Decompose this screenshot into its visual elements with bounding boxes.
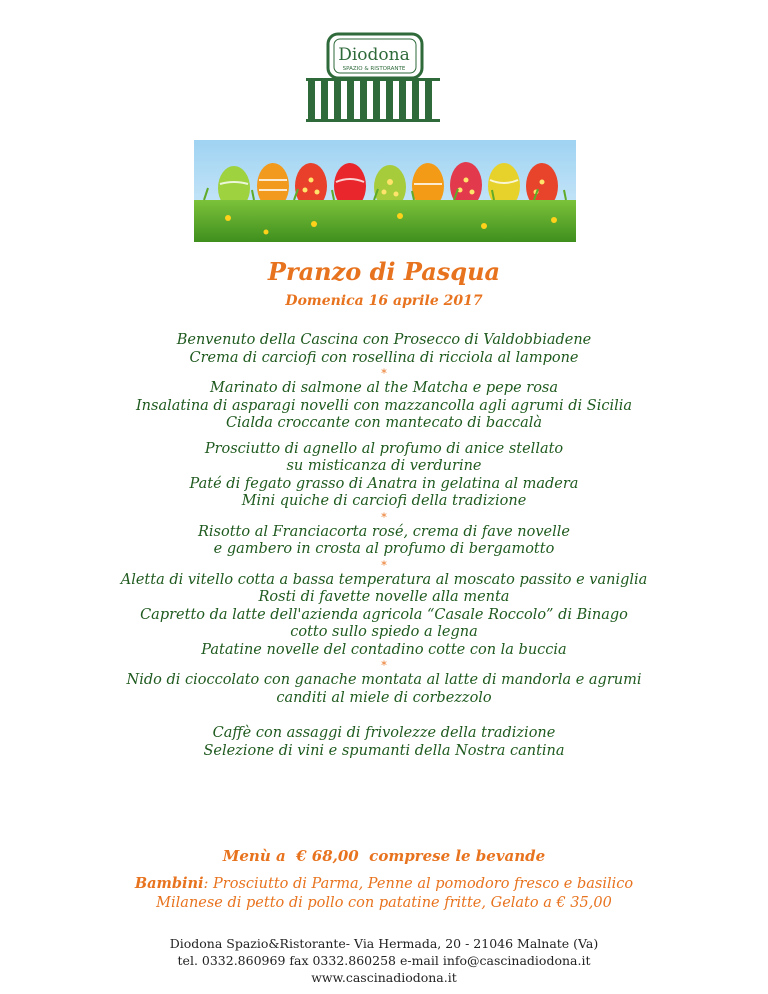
menu-item: Paté di fegato grasso di Anatra in gelatina al madera	[189, 475, 579, 492]
separator-asterisk: *	[381, 659, 387, 672]
footer	[0, 935, 768, 986]
separator-asterisk: *	[381, 510, 387, 524]
menu-item: cotto sullo spiedo a legna	[290, 624, 478, 640]
menu-section-antipasti	[0, 380, 768, 433]
footer-website[interactable]: www.cascinadiodona.it	[311, 970, 457, 985]
spacer	[0, 433, 768, 441]
menu-item: Aletta di vitello cotta a bassa temperatura al moscato passito e vaniglia	[120, 571, 648, 588]
kids-menu	[0, 874, 768, 913]
menu-item: Crema di carciofi con rosellina di ricciola al lampone	[189, 349, 579, 366]
footer-contacts: tel. 0332.860969 fax 0332.860258 e-mail info@cascinadiodona.it	[177, 953, 591, 968]
menu-section-coffee	[0, 725, 768, 760]
kids-label: Bambini	[134, 875, 204, 892]
menu-section-antipasti-2	[0, 441, 768, 511]
menu-item: Insalatina di asparagi novelli con mazzancolla agli agrumi di Sicilia	[135, 397, 633, 414]
menu-item: Marinato di salmone al the Matcha e pepe rosa	[209, 380, 559, 396]
menu-item: su misticanza di verdurine	[286, 458, 482, 474]
footer-address: Diodona Spazio&Ristorante- Via Hermada, 20 - 21046 Malnate (Va)	[169, 936, 599, 951]
menu-section-welcome	[0, 332, 768, 367]
logo-name: Diodona	[338, 45, 410, 65]
diodona-logo	[306, 28, 440, 124]
kids-menu-text: : Prosciutto di Parma, Penne al pomodoro fresco e basilico	[203, 876, 634, 892]
menu-item: Cialda croccante con mantecato di baccalà	[225, 415, 543, 431]
kids-menu-line-2: Milanese di petto di pollo con patatine fritte, Gelato a € 35,00	[156, 895, 612, 911]
separator-asterisk: *	[381, 367, 387, 380]
menu-item: Nido di cioccolato con ganache montata al latte di mandorla e agrumi	[126, 672, 642, 688]
menu-item: Selezione di vini e spumanti della Nostra cantina	[203, 742, 565, 759]
menu-section-primo	[0, 524, 768, 559]
separator-asterisk: *	[381, 558, 387, 572]
kids-menu-line-1	[0, 874, 768, 894]
menu-price: Menù a € 68,00 comprese le bevande	[222, 847, 546, 865]
menu-item: Mini quiche di carciofi della tradizione	[241, 493, 527, 509]
menu-item: Risotto al Franciacorta rosé, crema di fave novelle	[197, 523, 570, 540]
menu-item: Patatine novelle del contadino cotte con la buccia	[201, 641, 567, 658]
event-date: Domenica 16 aprile 2017	[285, 293, 483, 309]
menu-item: Benvenuto della Cascina con Prosecco di Valdobbiadene	[176, 332, 592, 348]
menu-item: Caffè con assaggi di frivolezze della tradizione	[212, 725, 556, 741]
menu-item: Prosciutto di agnello al profumo di anice stellato	[204, 440, 564, 457]
page-title: Pranzo di Pasqua	[267, 257, 501, 286]
easter-eggs-image	[194, 140, 576, 242]
logo-tagline: SPAZIO & RISTORANTE	[342, 66, 406, 72]
menu-item: Capretto da latte dell'azienda agricola “Casale Roccolo” di Binago	[140, 606, 628, 623]
menu-section-dessert	[0, 672, 768, 707]
menu-item: Rosti di favette novelle alla menta	[258, 589, 510, 605]
menu-section-secondi	[0, 572, 768, 660]
menu-item: canditi al miele di corbezzolo	[276, 689, 492, 706]
spacer	[0, 707, 768, 725]
menu-item: e gambero in crosta al profumo di bergamotto	[213, 541, 555, 557]
menu-list	[0, 332, 768, 760]
